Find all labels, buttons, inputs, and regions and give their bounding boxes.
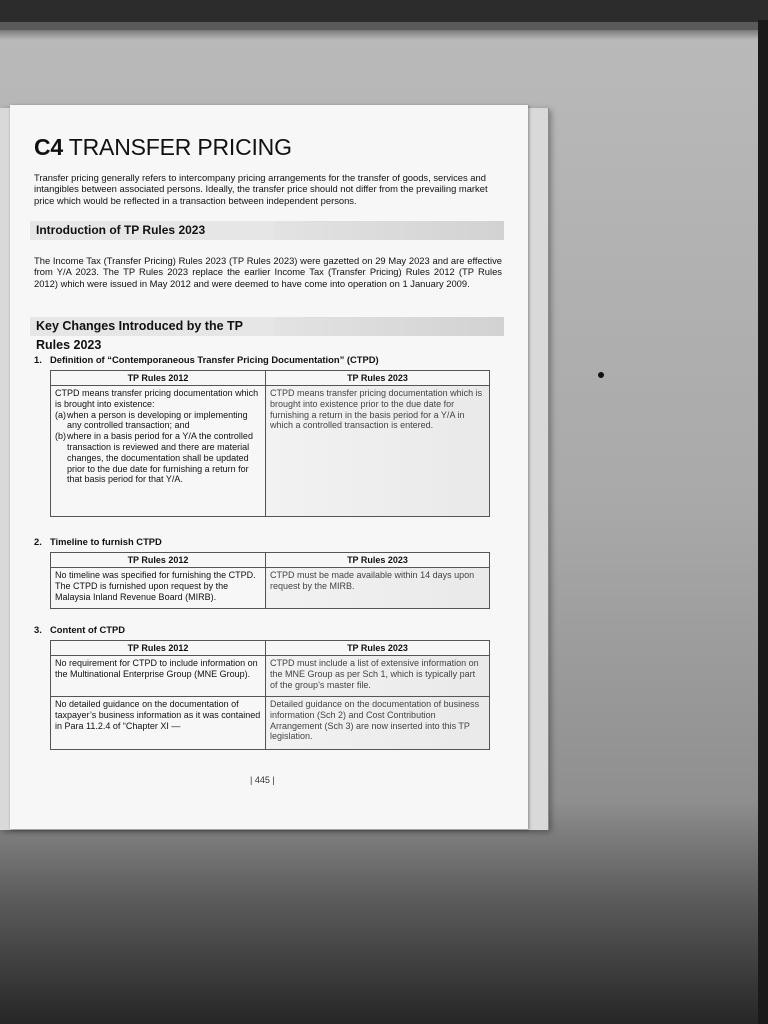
cell-2012: No timeline was specified for furnishing the CTPD. The CTPD is furnished upon request by the Malaysia Inland Revenue Board (MIRB). (51, 568, 266, 609)
bleed-through-shade (274, 317, 504, 336)
column-header-2023: TP Rules 2023 (266, 553, 490, 568)
chapter-title-text: TRANSFER PRICING (68, 134, 292, 160)
list-text: where in a basis period for a Y/A the controlled transaction is reviewed and there are material changes, the documentation shall be updated prior to the due date for furnishing a return for that basis period for that Y/A. (67, 431, 253, 485)
cell-2023: CTPD means transfer pricing documentation which is brought into existence prior to the due date for furnishing a return in the basis period for a Y/A in which a controlled transaction is entered. (266, 386, 490, 517)
comparison-table-1 (50, 370, 490, 517)
item-number: 3. (34, 624, 42, 635)
scan-speck (598, 372, 604, 378)
item-title: Definition of “Contemporaneous Transfer Pricing Documentation” (CTPD) (50, 354, 379, 365)
chapter-title (34, 134, 292, 161)
cell-2012: No requirement for CTPD to include information on the Multinational Enterprise Group (MNE Group). (51, 656, 266, 697)
cell-2012: No detailed guidance on the documentation of taxpayer’s business information as it was contained in Para 11.2.4 of “Chapter XI — (51, 697, 266, 750)
cell-2023: CTPD must include a list of extensive information on the MNE Group as per Sch 1, which is typically part of the group’s master file. (266, 656, 490, 697)
cell-2023: Detailed guidance on the documentation of business information (Sch 2) and Cost Contribution Arrangement (Sch 3) are now inserted into this TP legislation. (266, 697, 490, 750)
item-number: 1. (34, 354, 42, 365)
item-number: 2. (34, 536, 42, 547)
page-number: | 445 | (250, 775, 275, 785)
item-title: Content of CTPD (50, 624, 125, 635)
change-item-1-title (34, 354, 379, 365)
list-text: when a person is developing or implementing any controlled transaction; and (67, 409, 248, 431)
list-item (55, 410, 261, 432)
comparison-table-3 (50, 640, 490, 750)
table-row (51, 656, 490, 697)
bleed-through-shade (274, 221, 504, 240)
column-header-2012: TP Rules 2012 (51, 641, 266, 656)
table-row (51, 568, 490, 609)
intro-paragraph: Transfer pricing generally refers to intercompany pricing arrangements for the transfer of goods, services and intangibles between associated persons. Ideally, the transfer price should not differ from the prevailing market price which would be reflected in a transaction between independent persons. (34, 172, 488, 206)
section-heading-text: Key Changes Introduced by the TP Rules 2023 (36, 319, 243, 352)
change-item-3-title (34, 624, 125, 635)
change-item-2-title (34, 536, 162, 547)
cell-2012 (51, 386, 266, 517)
table-row (51, 697, 490, 750)
list-label: (a) (55, 409, 66, 420)
scan-frame-edge (0, 22, 760, 30)
comparison-table-2 (50, 552, 490, 609)
table-row (51, 386, 490, 517)
section-heading-text: Introduction of TP Rules 2023 (36, 223, 206, 237)
cell-2023: CTPD must be made available within 14 days upon request by the MIRB. (266, 568, 490, 609)
introduction-paragraph: The Income Tax (Transfer Pricing) Rules 2023 (TP Rules 2023) were gazetted on 29 May 2023 and are effective from Y/A 2023. The TP Rules 2023 replace the earlier Income Tax (Transfer Pricing) Rules 2012 (TP Rules 2012) which were issued in May 2012 and were deemed to have come into operation on 1 January 2009. (34, 255, 502, 289)
chapter-code: C4 (34, 134, 64, 160)
section-heading-key-changes (30, 317, 504, 352)
list-item (55, 431, 261, 485)
list-label: (b) (55, 431, 66, 442)
document-page (10, 105, 528, 829)
scan-right-border (758, 20, 768, 1024)
cell-intro-text: CTPD means transfer pricing documentation which is brought into existence: (55, 388, 259, 409)
column-header-2023: TP Rules 2023 (266, 641, 490, 656)
item-title: Timeline to furnish CTPD (50, 536, 162, 547)
column-header-2023: TP Rules 2023 (266, 371, 490, 386)
column-header-2012: TP Rules 2012 (51, 553, 266, 568)
section-heading-introduction (30, 221, 504, 240)
column-header-2012: TP Rules 2012 (51, 371, 266, 386)
